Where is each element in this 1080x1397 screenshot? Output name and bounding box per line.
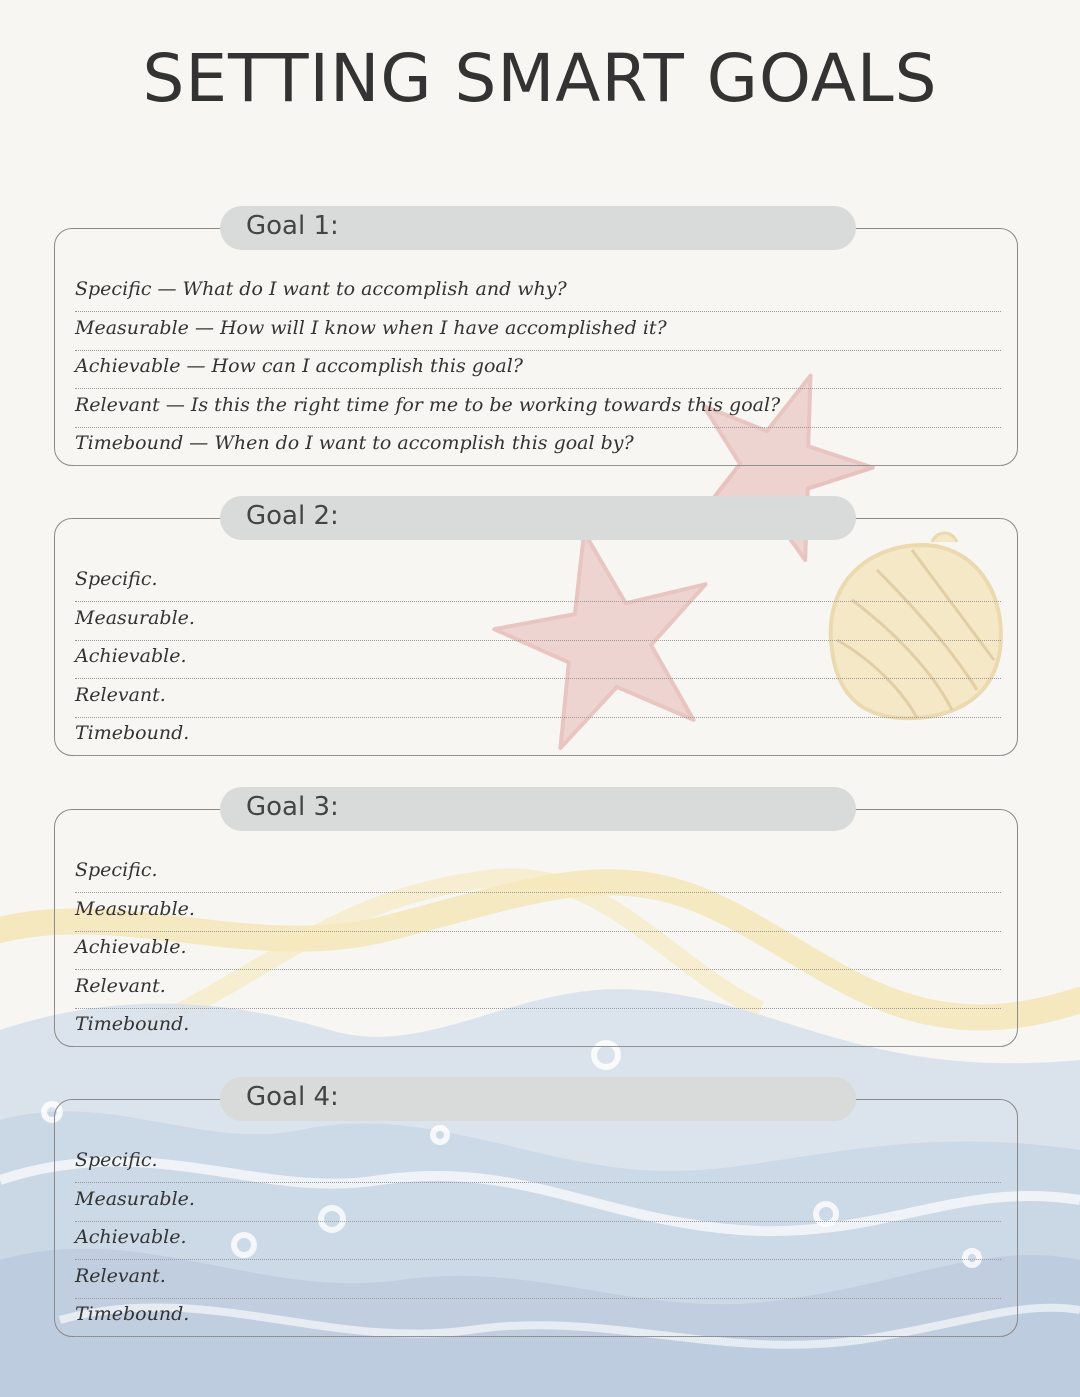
goal-row[interactable]: Specific. xyxy=(75,856,1001,893)
goal-rows xyxy=(75,856,1001,1049)
goal-row[interactable]: Measurable — How will I know when I have accomplished it? xyxy=(75,314,1001,351)
goal-row[interactable]: Timebound. xyxy=(75,1010,1001,1047)
goal-label: Goal 3: xyxy=(246,792,339,822)
goal-row[interactable]: Relevant — Is this the right time for me to be working towards this goal? xyxy=(75,391,1001,428)
goal-row[interactable]: Achievable — How can I accomplish this goal? xyxy=(75,352,1001,389)
goal-row[interactable]: Measurable. xyxy=(75,604,1001,641)
goal-card-4 xyxy=(54,1077,1020,1325)
page-title: SETTING SMART GOALS xyxy=(142,40,938,117)
goal-card-3 xyxy=(54,787,1020,1035)
goal-box xyxy=(54,518,1018,756)
goal-row[interactable]: Measurable. xyxy=(75,1185,1001,1222)
goal-label: Goal 2: xyxy=(246,501,339,531)
goal-card-2 xyxy=(54,496,1020,744)
goal-row[interactable]: Relevant. xyxy=(75,681,1001,718)
goal-rows xyxy=(75,565,1001,758)
goal-row[interactable]: Measurable. xyxy=(75,895,1001,932)
goal-label: Goal 1: xyxy=(246,211,339,241)
goal-row[interactable]: Timebound — When do I want to accomplish this goal by? xyxy=(75,429,1001,466)
goal-row[interactable]: Timebound. xyxy=(75,719,1001,756)
goal-header xyxy=(220,496,856,540)
goal-header xyxy=(220,787,856,831)
goal-card-1 xyxy=(54,206,1020,454)
goal-box xyxy=(54,1099,1018,1337)
goal-row[interactable]: Timebound. xyxy=(75,1300,1001,1337)
goal-row[interactable]: Achievable. xyxy=(75,933,1001,970)
goal-row[interactable]: Achievable. xyxy=(75,642,1001,679)
goal-row[interactable]: Relevant. xyxy=(75,972,1001,1009)
goal-box xyxy=(54,228,1018,466)
goal-row[interactable]: Specific — What do I want to accomplish and why? xyxy=(75,275,1001,312)
goal-box xyxy=(54,809,1018,1047)
goal-rows xyxy=(75,275,1001,468)
goal-label: Goal 4: xyxy=(246,1082,339,1112)
goal-header xyxy=(220,1077,856,1121)
goal-row[interactable]: Relevant. xyxy=(75,1262,1001,1299)
goal-row[interactable]: Specific. xyxy=(75,1146,1001,1183)
goal-row[interactable]: Achievable. xyxy=(75,1223,1001,1260)
goal-header xyxy=(220,206,856,250)
goal-row[interactable]: Specific. xyxy=(75,565,1001,602)
goal-rows xyxy=(75,1146,1001,1339)
